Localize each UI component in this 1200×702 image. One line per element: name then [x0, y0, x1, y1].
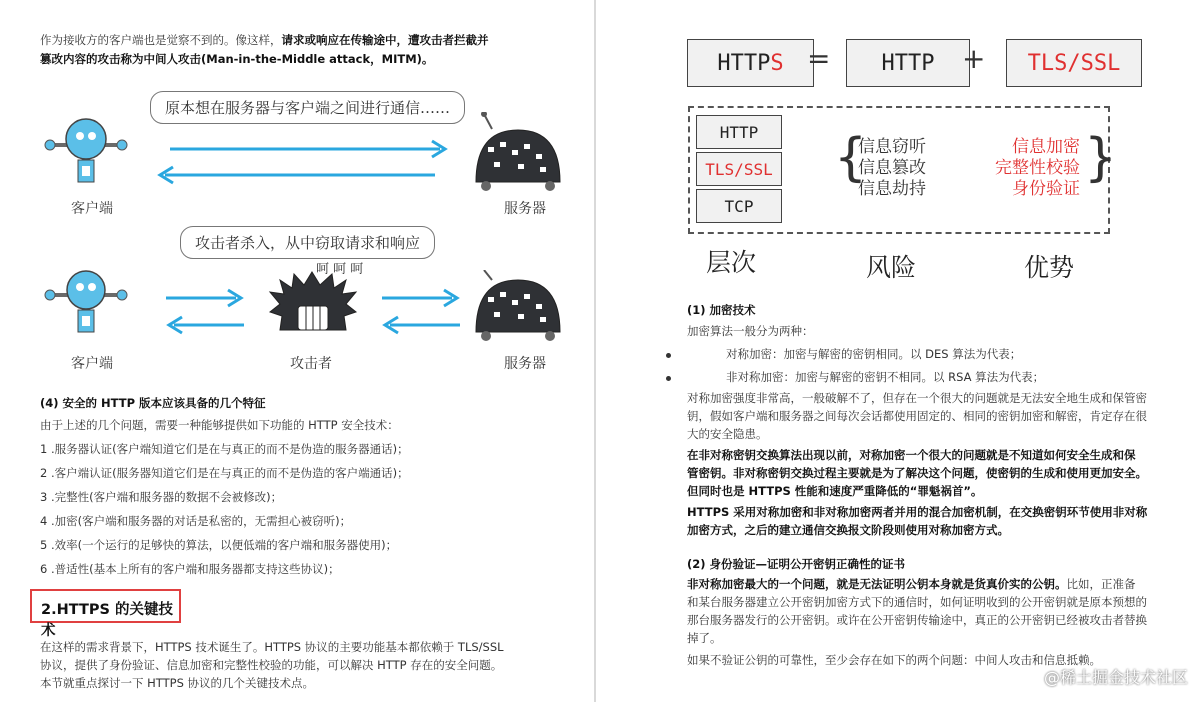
- risk-list: [858, 137, 926, 200]
- tls-ssl-box: TLS/SSL: [1006, 39, 1142, 87]
- arrows-attacker-server: [382, 290, 460, 333]
- http-box: HTTP: [846, 39, 970, 87]
- label-risk: 风险: [866, 253, 917, 282]
- layer-tls-ssl: TLS/SSL: [696, 152, 782, 186]
- https-suffix-s: S: [770, 50, 784, 76]
- feature-item: 6 .普适性(基本上所有的客户端和服务器都支持这些协议)；: [40, 562, 340, 576]
- auth-bold-text: 非对称加密最大的一个问题，就是无法证明公钥本身就是货真价实的公钥。: [687, 577, 1067, 591]
- https-box: [687, 39, 814, 87]
- paragraph-line: 和某台服务器建立公开密钥加密方式下的通信时，如何证明收到的公开密钥就是原本预想的: [687, 595, 1147, 609]
- paragraph-line: 掉了。: [687, 631, 722, 645]
- feature-item: 3 .完整性(客户端和服务器的数据不会被修改)；: [40, 490, 283, 504]
- client-label: 客户端: [71, 356, 113, 372]
- paragraph-line: [687, 575, 1136, 594]
- layer-tcp: TCP: [696, 189, 782, 223]
- bullet-dot: [666, 353, 671, 358]
- speech-bubble-attack: 攻击者杀入，从中窃取请求和响应: [180, 226, 435, 259]
- left-brace-icon: {: [834, 128, 868, 188]
- arrows-two-way: [160, 141, 445, 183]
- bold-paragraph-line: 但同时也是 HTTPS 性能和速度严重降低的“罪魁祸首”。: [687, 484, 983, 498]
- server-label: 服务器: [504, 356, 546, 372]
- scene2-illustration: [40, 270, 580, 362]
- left-page: [0, 0, 594, 702]
- paragraph-line: 如果不验证公钥的可靠性，至少会存在如下的两个问题：中间人攻击和信息抵赖。: [687, 653, 1101, 667]
- right-brace-icon: }: [1084, 128, 1118, 188]
- paragraph-line: 大的安全隐患。: [687, 427, 768, 441]
- bold-paragraph-line: 加密方式，之后的建立通信交换报文阶段则使用对称加密方式。: [687, 523, 1009, 537]
- feature-item: 4 .加密(客户端和服务器的对话是私密的，无需担心被窃听)；: [40, 514, 352, 528]
- section2-title: 2.HTTPS 的关键技术: [30, 589, 181, 623]
- encryption-intro: 加密算法一般分为两种：: [687, 324, 814, 338]
- paragraph-line: 在这样的需求背景下，HTTPS 技术诞生了。HTTPS 协议的主要功能基本都依赖于 TLS/SSL: [40, 640, 504, 654]
- intro-text-normal: 作为接收方的客户端也是觉察不到的。像这样，: [40, 33, 282, 47]
- section4-intro: 由于上述的几个问题，需要一种能够提供如下功能的 HTTP 安全技术：: [40, 418, 399, 432]
- paragraph-line: 对称加密强度非常高，一般破解不了，但存在一个很大的问题就是无法安全地生成和保管密: [687, 391, 1147, 405]
- intro-text-bold: 请求或响应在传输途中，遭攻击者拦截并: [281, 33, 489, 47]
- equals-sign: =: [807, 42, 831, 75]
- risk-item: 信息窃听: [858, 137, 926, 157]
- speech-bubble-intent: 原本想在服务器与客户端之间进行通信……: [150, 91, 465, 124]
- advantage-list: [992, 137, 1080, 200]
- attacker-icon: [270, 272, 356, 330]
- feature-item: 1 .服务器认证(客户端知道它们是在与真正的而不是伪造的服务器通话)；: [40, 442, 409, 456]
- attacker-label: 攻击者: [290, 356, 332, 372]
- paragraph-line: 那台服务器发行的公开密钥。或许在公开密钥传输途中，真正的公开密钥已经被攻击者替换: [687, 613, 1147, 627]
- paragraph-line: 本节就重点探讨一下 HTTPS 协议的几个关键技术点。: [40, 676, 315, 690]
- auth-heading: (2) 身份验证—证明公开密钥正确性的证书: [687, 557, 906, 571]
- bullet-dot: [666, 376, 671, 381]
- auth-text-tail: 比如，正准备: [1066, 577, 1136, 591]
- bold-paragraph-line: 在非对称密钥交换算法出现以前，对称加密一个很大的问题就是不知道如何安全生成和保: [687, 448, 1136, 462]
- https-prefix: HTTP: [717, 50, 771, 76]
- right-page: [596, 0, 1200, 702]
- advantage-item: 信息加密: [1012, 137, 1080, 157]
- client-label: 客户端: [71, 201, 113, 217]
- plus-sign: +: [962, 42, 986, 75]
- section4-heading: (4) 安全的 HTTP 版本应该具备的几个特征: [40, 396, 266, 410]
- layer-http: HTTP: [696, 115, 782, 149]
- risk-item: 信息劫持: [858, 179, 926, 199]
- feature-item: 2 .客户端认证(服务器知道它们是在与真正的而不是伪造的客户端通话)；: [40, 466, 409, 480]
- arrows-client-attacker: [166, 290, 244, 333]
- attacker-laugh: 呵 呵 呵: [316, 262, 364, 277]
- client-robot-icon: [45, 119, 127, 182]
- bold-paragraph-line: 管密钥。非对称密钥交换过程主要就是为了解决这个问题，使密钥的生成和使用更加安全。: [687, 466, 1147, 480]
- client-robot-icon: [45, 271, 127, 332]
- paragraph-line: 协议，提供了身份验证、信息加密和完整性校验的功能，可以解决 HTTP 存在的安全问题。: [40, 658, 503, 672]
- label-advantage: 优势: [1024, 253, 1075, 282]
- label-layer: 层次: [706, 248, 757, 277]
- bullet-item: 对称加密：加密与解密的密钥相同。以 DES 算法为代表；: [726, 347, 1022, 361]
- intro-paragraph: [40, 31, 580, 69]
- encryption-heading: (1) 加密技术: [687, 303, 756, 317]
- watermark: @稀土掘金技术社区: [1043, 668, 1188, 687]
- advantage-item: 完整性校验: [995, 158, 1080, 178]
- server-label: 服务器: [504, 201, 546, 217]
- server-robot-icon: [476, 270, 560, 341]
- advantage-item: 身份验证: [1012, 179, 1080, 199]
- bullet-item: 非对称加密：加密与解密的密钥不相同。以 RSA 算法为代表；: [726, 370, 1045, 384]
- feature-item: 5 .效率(一个运行的足够快的算法，以便低端的客户端和服务器使用)；: [40, 538, 398, 552]
- mitm-definition: 篡改内容的攻击称为中间人攻击(Man-in-the-Middle attack，MITM)。: [40, 52, 434, 66]
- bold-paragraph-line: HTTPS 采用对称加密和非对称加密两者并用的混合加密机制，在交换密钥环节使用非对称: [687, 505, 1148, 519]
- paragraph-line: 钥，假如客户端和服务器之间每次会话都使用固定的、相同的密钥加密和解密，肯定存在很: [687, 409, 1147, 423]
- scene1-illustration: [40, 112, 580, 222]
- server-robot-icon: [476, 112, 560, 191]
- risk-item: 信息篡改: [858, 158, 926, 178]
